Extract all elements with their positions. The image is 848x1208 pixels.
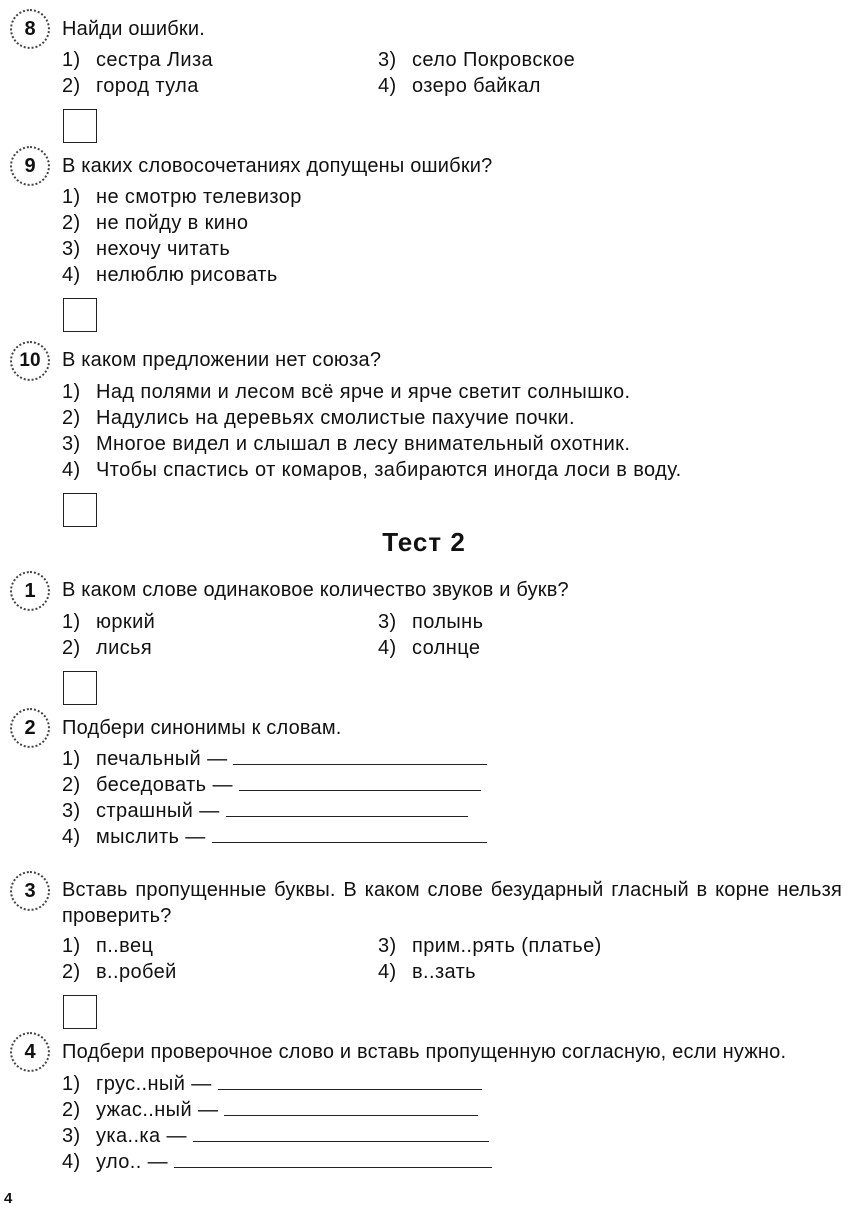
- question-prompt: В каком слове одинаковое количество звуков и букв?: [62, 579, 569, 601]
- option-number: 2): [62, 1099, 81, 1121]
- option-text: Над полями и лесом всё ярче и ярче светит солнышко.: [96, 381, 631, 403]
- answer-option: [62, 1071, 482, 1097]
- answer-line[interactable]: [226, 798, 468, 817]
- option-number: 3): [62, 1125, 81, 1147]
- option-text: ука..ка —: [96, 1125, 187, 1147]
- answer-option: [62, 262, 278, 288]
- option-number: 3): [62, 800, 81, 822]
- question-prompt: В каком предложении нет союза?: [62, 349, 382, 371]
- option-number: 1): [62, 186, 81, 208]
- option-text: грус..ный —: [96, 1073, 212, 1095]
- answer-box[interactable]: [63, 493, 97, 527]
- option-text: нехочу читать: [96, 238, 231, 260]
- answer-option: [378, 635, 480, 661]
- answer-box[interactable]: [63, 671, 97, 705]
- answer-option: [62, 609, 155, 635]
- option-text: беседовать —: [96, 774, 233, 796]
- question-number: 9: [24, 154, 36, 177]
- option-text: п..вец: [96, 935, 154, 957]
- option-number: 1): [62, 1073, 81, 1095]
- question-number: 3: [24, 879, 36, 902]
- option-text: город тула: [96, 75, 199, 97]
- answer-option: [62, 47, 213, 73]
- question-number: 8: [24, 17, 36, 40]
- question-number: 4: [24, 1040, 36, 1063]
- question-number: 2: [24, 716, 36, 739]
- answer-option: [378, 609, 483, 635]
- option-number: 4): [62, 459, 81, 481]
- answer-box[interactable]: [63, 109, 97, 143]
- option-number: 1): [62, 611, 81, 633]
- option-number: 1): [62, 935, 81, 957]
- option-number: 2): [62, 774, 81, 796]
- option-text: полынь: [412, 611, 484, 633]
- answer-option: [62, 457, 682, 483]
- option-number: 1): [62, 49, 81, 71]
- option-text: село Покровское: [412, 49, 576, 71]
- option-number: 4): [62, 826, 81, 848]
- option-text: страшный —: [96, 800, 220, 822]
- answer-option: [62, 210, 248, 236]
- answer-option: [62, 746, 487, 772]
- question-prompt: Вставь пропущенные буквы. В каком слове безударный гласный в корне нельзя проверить?: [62, 879, 842, 927]
- option-text: лисья: [96, 637, 153, 659]
- answer-option: [62, 1097, 478, 1123]
- answer-option: [62, 184, 302, 210]
- answer-option: [378, 959, 476, 985]
- answer-option: [62, 772, 481, 798]
- answer-option: [62, 405, 575, 431]
- question-prompt: Подбери проверочное слово и вставь пропущенную согласную, если нужно.: [62, 1041, 787, 1063]
- answer-option: [378, 73, 541, 99]
- page-number: 4: [4, 1190, 13, 1207]
- answer-line[interactable]: [233, 746, 487, 765]
- question-number-badge: [10, 871, 50, 911]
- question-number: 1: [24, 579, 36, 602]
- option-number: 3): [62, 238, 81, 260]
- question-number-badge: [10, 708, 50, 748]
- option-text: мыслить —: [96, 826, 206, 848]
- answer-option: [62, 1149, 492, 1175]
- option-number: 2): [62, 961, 81, 983]
- answer-option: [62, 431, 630, 457]
- question-number-badge: [10, 9, 50, 49]
- option-number: 1): [62, 748, 81, 770]
- option-number: 4): [378, 637, 397, 659]
- option-text: юркий: [96, 611, 156, 633]
- answer-line[interactable]: [212, 824, 487, 843]
- answer-box[interactable]: [63, 298, 97, 332]
- option-number: 3): [62, 433, 81, 455]
- answer-option: [62, 635, 152, 661]
- answer-box[interactable]: [63, 995, 97, 1029]
- option-text: озеро байкал: [412, 75, 541, 97]
- question-number-badge: [10, 146, 50, 186]
- option-number: 4): [62, 264, 81, 286]
- answer-option: [62, 933, 153, 959]
- option-text: не смотрю телевизор: [96, 186, 302, 208]
- answer-option: [378, 47, 575, 73]
- option-number: 1): [62, 381, 81, 403]
- section-heading: Тест 2: [382, 527, 466, 557]
- option-text: прим..рять (платье): [412, 935, 602, 957]
- option-text: в..робей: [96, 961, 177, 983]
- answer-line[interactable]: [218, 1071, 482, 1090]
- option-text: сестра Лиза: [96, 49, 214, 71]
- option-text: в..зать: [412, 961, 476, 983]
- answer-option: [62, 73, 199, 99]
- answer-option: [62, 959, 177, 985]
- question-prompt: Подбери синонимы к словам.: [62, 717, 342, 739]
- option-number: 4): [378, 961, 397, 983]
- option-text: уло.. —: [96, 1151, 169, 1173]
- option-number: 2): [62, 212, 81, 234]
- answer-line[interactable]: [193, 1123, 489, 1142]
- option-text: нелюблю рисовать: [96, 264, 278, 286]
- option-number: 2): [62, 407, 81, 429]
- answer-option: [62, 824, 487, 850]
- option-number: 3): [378, 49, 397, 71]
- question-prompt: В каких словосочетаниях допущены ошибки?: [62, 155, 493, 177]
- option-number: 2): [62, 637, 81, 659]
- question-prompt: Найди ошибки.: [62, 18, 206, 40]
- option-number: 4): [62, 1151, 81, 1173]
- option-text: солнце: [412, 637, 481, 659]
- question-number: 10: [19, 350, 41, 371]
- answer-option: [62, 798, 468, 824]
- answer-line[interactable]: [224, 1097, 478, 1116]
- answer-option: [62, 236, 230, 262]
- answer-line[interactable]: [174, 1149, 492, 1168]
- option-text: Надулись на деревьях смолистые пахучие почки.: [96, 407, 575, 429]
- question-number-badge: [10, 571, 50, 611]
- option-number: 2): [62, 75, 81, 97]
- option-number: 4): [378, 75, 397, 97]
- answer-option: [62, 379, 631, 405]
- option-text: печальный —: [96, 748, 228, 770]
- answer-line[interactable]: [239, 772, 481, 791]
- question-number-badge: [10, 341, 50, 381]
- answer-option: [62, 1123, 489, 1149]
- answer-option: [378, 933, 602, 959]
- option-text: ужас..ный —: [96, 1099, 219, 1121]
- question-number-badge: [10, 1032, 50, 1072]
- option-number: 3): [378, 935, 397, 957]
- option-text: Многое видел и слышал в лесу внимательный охотник.: [96, 433, 631, 455]
- option-number: 3): [378, 611, 397, 633]
- option-text: не пойду в кино: [96, 212, 249, 234]
- option-text: Чтобы спастись от комаров, забираются иногда лоси в воду.: [96, 459, 682, 481]
